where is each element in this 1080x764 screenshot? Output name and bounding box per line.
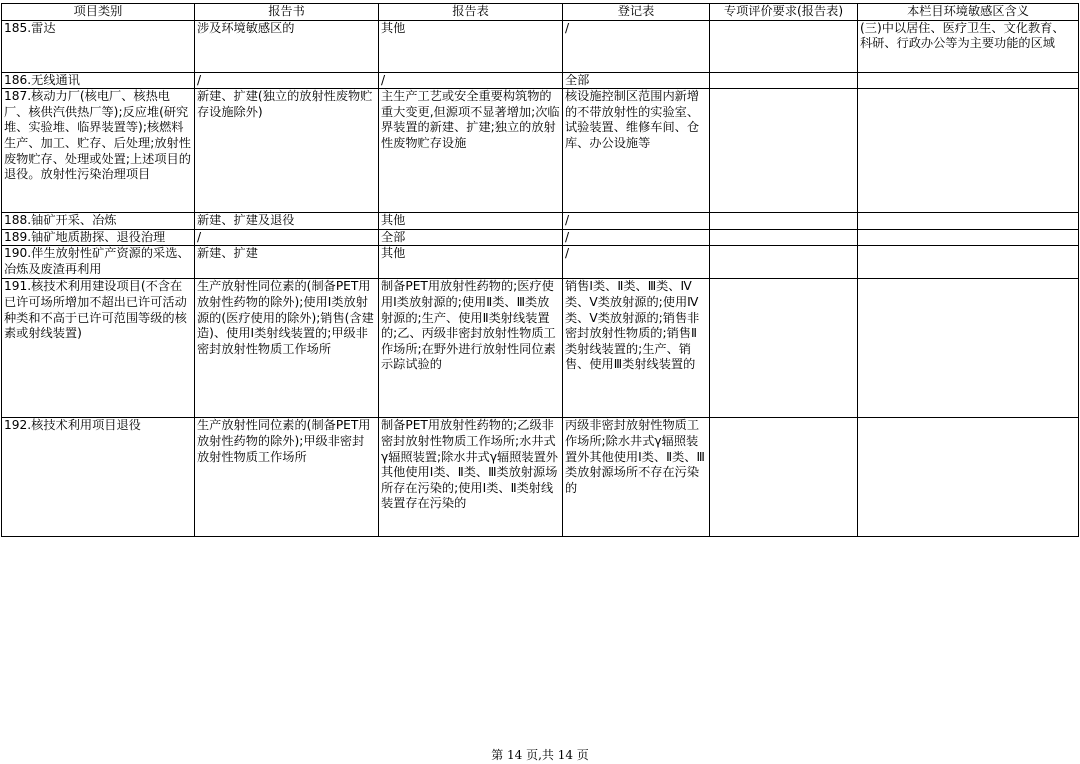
table-cell: 186.无线通讯 [2,72,195,89]
table-cell: / [195,72,379,89]
table-cell: 全部 [563,72,710,89]
table-cell: 新建、扩建 [195,246,379,279]
table-cell: 主生产工艺或安全重要构筑物的重大变更,但源项不显著增加;次临界装置的新建、扩建;独立的放射性废物贮存设施 [379,89,563,213]
table-cell: 188.铀矿开采、冶炼 [2,213,195,230]
table-row [2,246,1079,279]
header-report-book: 报告书 [195,4,379,21]
table-cell [710,89,858,213]
table-cell: 191.核技术利用建设项目(不含在已许可场所增加不超出已许可活动种类和不高于已许可范围等级的核素或射线装置) [2,279,195,418]
table-cell: 全部 [379,229,563,246]
table-row [2,72,1079,89]
table-cell: 新建、扩建及退役 [195,213,379,230]
table-cell: 制备PET用放射性药物的;医疗使用Ⅰ类放射源的;使用Ⅱ类、Ⅲ类放射源的;生产、使用Ⅱ类射线装置的;乙、丙级非密封放射性物质工作场所;在野外进行放射性同位素示踪试验的 [379,279,563,418]
table-cell: / [563,213,710,230]
table-cell: 生产放射性同位素的(制备PET用放射性药物的除外);使用Ⅰ类放射源的(医疗使用的除外);销售(含建造)、使用Ⅰ类射线装置的;甲级非密封放射性物质工作场所 [195,279,379,418]
table-cell: / [379,72,563,89]
table-row [2,279,1079,418]
header-sensitive-area: 本栏目环境敏感区含义 [858,4,1079,21]
table-cell: 丙级非密封放射性物质工作场所;除水井式γ辐照装置外其他使用Ⅰ类、Ⅱ类、Ⅲ类放射源场所不存在污染的 [563,418,710,537]
table-row [2,229,1079,246]
table-cell: 其他 [379,213,563,230]
table-cell: 185.雷达 [2,20,195,72]
header-report-form: 报告表 [379,4,563,21]
table-cell: 涉及环境敏感区的 [195,20,379,72]
table-cell: / [563,20,710,72]
table-cell: 核设施控制区范围内新增的不带放射性的实验室、试验装置、维修车间、仓库、办公设施等 [563,89,710,213]
table-cell [710,279,858,418]
table-cell: 189.铀矿地质勘探、退役治理 [2,229,195,246]
regulation-table [1,3,1079,537]
table-cell [710,246,858,279]
header-category: 项目类别 [2,4,195,21]
table-cell: 其他 [379,20,563,72]
table-cell: 187.核动力厂(核电厂、核热电厂、核供汽供热厂等);反应堆(研究堆、实验堆、临界装置等);核燃料生产、加工、贮存、后处理;放射性废物贮存、处理或处置;上述项目的退役。放射性污染治理项目 [2,89,195,213]
table-cell [858,213,1079,230]
page-footer: 第 14 页,共 14 页 [491,748,589,762]
table-row [2,213,1079,230]
table-cell [710,229,858,246]
table-cell [858,72,1079,89]
header-row [2,4,1079,21]
table-cell: 新建、扩建(独立的放射性废物贮存设施除外) [195,89,379,213]
table-row [2,89,1079,213]
table-cell: 192.核技术利用项目退役 [2,418,195,537]
table-cell: / [195,229,379,246]
header-special-evaluation: 专项评价要求(报告表) [710,4,858,21]
table-cell: 190.伴生放射性矿产资源的采选、冶炼及废渣再利用 [2,246,195,279]
header-registration-form: 登记表 [563,4,710,21]
table-cell: / [563,229,710,246]
table-cell [710,213,858,230]
table-cell: (三)中以居住、医疗卫生、文化教育、科研、行政办公等为主要功能的区域 [858,20,1079,72]
table-cell: 销售Ⅰ类、Ⅱ类、Ⅲ类、Ⅳ类、Ⅴ类放射源的;使用Ⅳ类、Ⅴ类放射源的;销售非密封放射性物质的;销售Ⅱ类射线装置的;生产、销售、使用Ⅲ类射线装置的 [563,279,710,418]
table-cell [710,72,858,89]
table-cell: 制备PET用放射性药物的;乙级非密封放射性物质工作场所;水井式γ辐照装置;除水井式γ辐照装置外其他使用Ⅰ类、Ⅱ类、Ⅲ类放射源场所存在污染的;使用Ⅰ类、Ⅱ类射线装置存在污染的 [379,418,563,537]
table-cell [858,89,1079,213]
table-cell: / [563,246,710,279]
table-cell [858,279,1079,418]
table-cell: 其他 [379,246,563,279]
table-cell [858,418,1079,537]
table-cell [858,229,1079,246]
table-cell: 生产放射性同位素的(制备PET用放射性药物的除外);甲级非密封放射性物质工作场所 [195,418,379,537]
table-row [2,20,1079,72]
table-cell [710,20,858,72]
table-cell [710,418,858,537]
table-row [2,418,1079,537]
table-cell [858,246,1079,279]
